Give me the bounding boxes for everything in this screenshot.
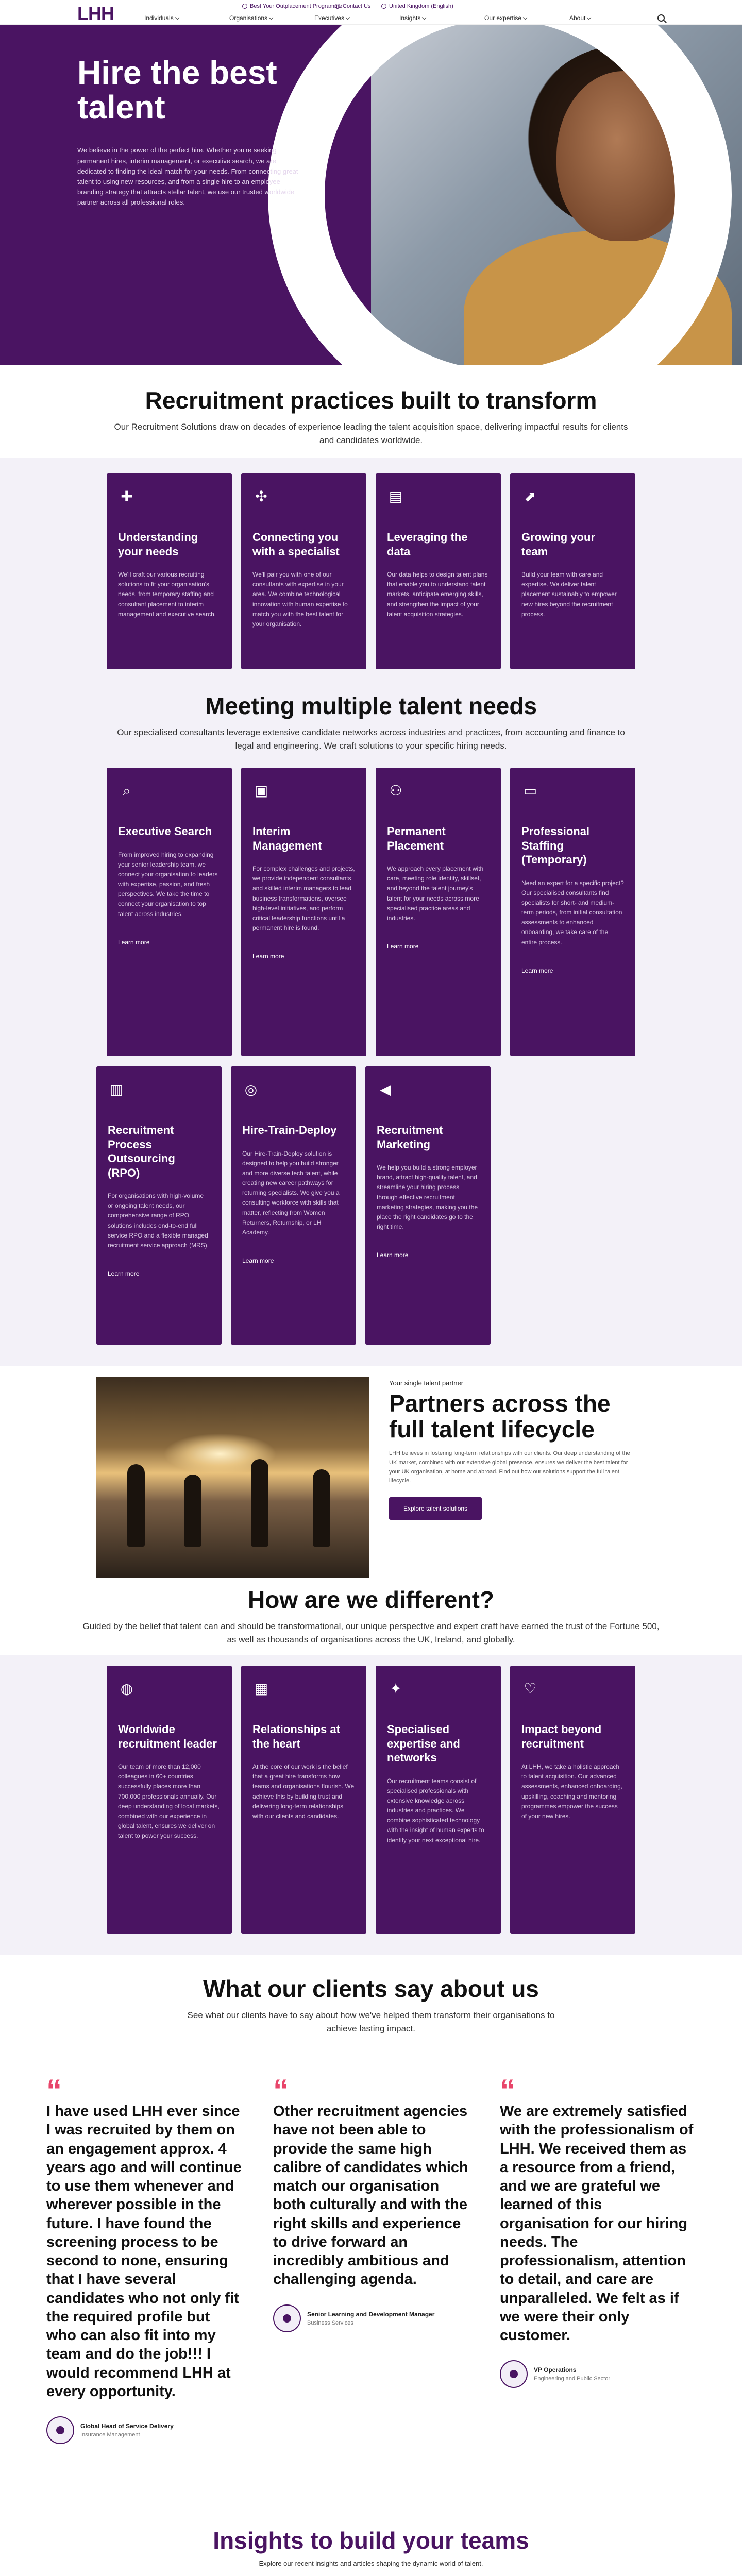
star-icon: [242, 4, 247, 9]
search-icon[interactable]: [657, 14, 665, 22]
utility-label: United Kingdom (English): [389, 3, 453, 9]
nav-item-expertise[interactable]: [484, 14, 569, 22]
site-header: [0, 0, 742, 25]
card-title: Connecting you with a specialist: [252, 531, 340, 558]
testimonial-quote: I have used LHH ever since I was recruited by them on an engagement approx. 4 years ago and will continue to use them whenever and wherever possible in the future. I have found the screening process to be second to none, ensuring that I have several candidates who not only fit the required profile but who can also fit into my team and do the job!!! I would recommend LHH at every opportunity.: [46, 2103, 242, 2400]
card-title: Executive Search: [118, 825, 212, 838]
card-text: We help you build a strong employer brand, attract high-quality talent, and streamline your hiring process through effective recruitment marketing strategies, making you the place the right candidates go to the right time.: [377, 1164, 478, 1231]
solution-card[interactable]: [510, 768, 635, 1056]
solution-card: [107, 1666, 232, 1934]
partners-section: [0, 1366, 742, 1583]
card-text: Our data helps to design talent plans that enable you to understand talent markets, anticipate emerging skills, and strengthen the impact of your talent acquisition strategies.: [387, 571, 488, 618]
people-icon: ⚇: [389, 783, 402, 799]
chevron-down-icon: [523, 15, 527, 19]
globe-icon: [381, 4, 386, 9]
network-icon: ✣: [255, 488, 267, 504]
nav-item-individuals[interactable]: [144, 14, 229, 22]
nav-item-executives[interactable]: [314, 14, 399, 22]
nav-label: Insights: [399, 14, 421, 22]
chat-icon: [335, 4, 340, 9]
testimonial-quote: We are extremely satisfied with the professionalism of LHH. We received them as a resource from a friend, and we are grateful we learned of this organisation for our hiring needs. The professionalism, attention to detail, and care are unparalleled. We felt as if we were their only customer.: [500, 2103, 694, 2344]
testimonials-title: What our clients say about us: [203, 1975, 539, 2002]
avatar-icon: [273, 2304, 301, 2332]
solution-card[interactable]: [231, 1066, 356, 1345]
card-text: At the core of our work is the belief that a great hire transforms how teams and organisations flourish. We achieve this by building trust and delivering long-term relationships with our clients and candidates.: [252, 1763, 355, 1820]
nav-label: Our expertise: [484, 14, 522, 22]
different-cards: [0, 1666, 742, 1934]
utility-link-outplacement[interactable]: [242, 3, 342, 9]
insights-subtitle: Explore our recent insights and articles shaping the dynamic world of talent.: [259, 2560, 483, 2567]
learn-more-link[interactable]: Learn more: [521, 967, 553, 974]
testimonial-author: [273, 2304, 469, 2332]
quote-mark-icon: “: [46, 2073, 62, 2108]
avatar-icon: [46, 2416, 74, 2444]
search-person-icon: ⌕: [123, 783, 131, 799]
testimonial-quote: Other recruitment agencies have not been able to provide the same high calibre of candidates which match our organisation both culturally and with the right skills and experience to drive forward an incredibly ambitious and challenging agenda.: [273, 2103, 468, 2288]
nav-item-organisations[interactable]: [229, 14, 314, 22]
utility-label: Contact Us: [343, 3, 371, 9]
insights-section: [0, 2444, 742, 2576]
hero-curve-decoration: [268, 25, 732, 365]
solution-card[interactable]: [107, 768, 232, 1056]
insights-title: Insights to build your teams: [213, 2527, 529, 2554]
partners-photo: [96, 1377, 369, 1578]
chart-icon: ▤: [389, 488, 403, 504]
puzzle-icon: ✚: [121, 488, 133, 504]
learn-more-link[interactable]: Learn more: [242, 1257, 274, 1265]
talent-title: Meeting multiple talent needs: [205, 692, 537, 719]
card-text: For organisations with high-volume or ongoing talent needs, our comprehensive range of RPO solutions includes end-to-end full service RPO and a flexible managed recruitment service approach (MRS).: [108, 1192, 209, 1249]
nav-item-insights[interactable]: [399, 14, 484, 22]
card-title: Recruitment Process Outsourcing (RPO): [108, 1124, 175, 1179]
solution-card: [510, 1666, 635, 1934]
card-text: At LHH, we take a holistic approach to talent acquisition. Our advanced assessments, enhanced onboarding, upskilling, coaching and mentoring programmes empower the success of your new hires.: [521, 1763, 623, 1820]
card-title: Professional Staffing (Temporary): [521, 825, 590, 866]
solution-card[interactable]: [241, 768, 366, 1056]
partners-text: LHH believes in fostering long-term relationships with our clients. Our deep understanding of the UK market, combined with our extensive global presence, ensures we deliver the best talent for your UK organisation, at home and abroad. Find out how our solutions support the full talent lifecycle.: [389, 1450, 630, 1484]
nav-label: Executives: [314, 14, 345, 22]
heart-icon: ♡: [524, 1681, 537, 1697]
nav-label: Individuals: [144, 14, 174, 22]
megaphone-icon: ◀: [380, 1081, 391, 1097]
chevron-down-icon: [587, 15, 591, 19]
hero-title: Hire the best talent: [77, 54, 277, 126]
card-title: Growing your team: [521, 531, 595, 558]
card-text: We approach every placement with care, meeting role identity, skillset, and beyond the talent journey's talent for your needs across more specialised practice areas and industries.: [387, 865, 484, 922]
partners-eyebrow: Your single talent partner: [389, 1379, 464, 1387]
author-role: Business Services: [307, 2319, 353, 2326]
solution-card[interactable]: [96, 1066, 222, 1345]
card-text: Our recruitment teams consist of specialised professionals with extensive knowledge across industries and practices. We combine sophisticated technology with the insight of human experts to identify your next exceptional hire.: [387, 1777, 484, 1844]
chevron-down-icon: [346, 15, 350, 19]
card-title: Hire-Train-Deploy: [242, 1124, 337, 1137]
practice-cards: [0, 473, 742, 669]
solution-card: [376, 1666, 501, 1934]
globe-icon: ◍: [120, 1681, 133, 1697]
explore-solutions-button[interactable]: Explore talent solutions: [389, 1497, 482, 1520]
card-title: Relationships at the heart: [252, 1723, 340, 1750]
testimonials-subtitle: See what our clients have to say about how we've helped them transform their organisations to achieve lasting impact.: [187, 2010, 555, 2033]
practices-title: Recruitment practices built to transform: [145, 387, 597, 414]
target-icon: ◎: [244, 1081, 258, 1097]
card-title: Interim Management: [252, 825, 322, 852]
talent-cards-row-1: [0, 768, 742, 1056]
growth-icon: ⬈: [524, 488, 536, 504]
solution-card: [241, 1666, 366, 1934]
different-title: How are we different?: [248, 1586, 494, 1613]
card-title: Worldwide recruitment leader: [118, 1723, 217, 1750]
nav-label: Organisations: [229, 14, 268, 22]
card-title: Recruitment Marketing: [377, 1124, 443, 1151]
practices-subtitle: Our Recruitment Solutions draw on decades of experience leading the talent acquisition space, delivering impactful results for clients and candidates worldwide.: [114, 422, 628, 445]
card-text: We'll craft our various recruiting solutions to fit your organisation's needs, from temporary staffing and consultant placement to interim management and executive search.: [118, 571, 216, 618]
utility-link-contact[interactable]: [335, 3, 370, 9]
chevron-down-icon: [175, 15, 179, 19]
testimonials-section: [0, 1955, 742, 2444]
quote-mark-icon: “: [273, 2073, 289, 2108]
practices-section: [0, 365, 742, 687]
card-title: Impact beyond recruitment: [521, 1723, 602, 1750]
card-title: Leveraging the data: [387, 531, 468, 558]
learn-more-link[interactable]: Learn more: [108, 1270, 140, 1278]
testimonial-list: [0, 2073, 742, 2444]
partners-title: Partners across the full talent lifecycle: [389, 1390, 611, 1443]
card-title: Permanent Placement: [387, 825, 446, 852]
card-text: From improved hiring to expanding your senior leadership team, we connect your organisation to leaders with expertise, passion, and fresh perspectives. We take the time to connect your organisation to top talent across industries.: [118, 851, 218, 918]
card-text: Our Hire-Train-Deploy solution is designed to help you build stronger and more diverse tech talent, while creating new career pathways for returning specialists. We give you a consulting workforce with skills that matter, reflecting from Women Returners, Returnship, or LH Academy.: [242, 1149, 340, 1236]
solution-card[interactable]: [365, 1066, 491, 1345]
lhh-logo[interactable]: LHH: [77, 3, 114, 24]
author-name: Senior Learning and Development Manager: [307, 2310, 435, 2318]
talent-subtitle: Our specialised consultants leverage extensive candidate networks across industries and practices, from accounting and finance to legal and engineering. We craft solutions to your specific hiring needs.: [117, 727, 625, 751]
document-icon: ▥: [109, 1081, 124, 1097]
id-card-icon: ▭: [523, 783, 537, 799]
chevron-down-icon: [269, 15, 273, 19]
learn-more-link[interactable]: Learn more: [387, 943, 419, 951]
different-section: [0, 1583, 742, 1955]
sparkle-icon: ✦: [390, 1681, 402, 1697]
building-icon: ▦: [254, 1681, 268, 1697]
learn-more-link[interactable]: Learn more: [118, 938, 150, 946]
solution-card: [376, 473, 501, 669]
testimonial: [500, 2073, 696, 2444]
learn-more-link[interactable]: Learn more: [377, 1251, 409, 1259]
talent-section: [0, 687, 742, 1366]
learn-more-link[interactable]: Learn more: [252, 953, 284, 960]
author-name: Global Head of Service Delivery: [80, 2422, 174, 2430]
testimonial-author: [500, 2360, 696, 2388]
card-title: Specialised expertise and networks: [387, 1723, 460, 1764]
quote-mark-icon: “: [500, 2073, 515, 2108]
utility-link-locale[interactable]: [381, 3, 453, 9]
author-role: Insurance Management: [80, 2432, 140, 2438]
card-title: Understanding your needs: [118, 531, 198, 558]
solution-card[interactable]: [376, 768, 501, 1056]
solution-card: [241, 473, 366, 669]
hero: [0, 25, 742, 365]
hero-text: We believe in the power of the perfect hire. Whether you're seeking permanent hires, interim management, or executive search, we are dedicated to finding the ideal match for your needs. From connecting great talent to using new resources, and from a single hire to an employee branding strategy that attracts stellar talent, we use our trusted worldwide partner across all professional roles.: [77, 146, 298, 207]
card-text: Our team of more than 12,000 colleagues in 60+ countries successfully places more than 700,000 professionals annually. Our deep understanding of local markets, combined with our experience in global talent, ensures we deliver on talent to power your success.: [118, 1763, 220, 1840]
card-text: We'll pair you with one of our consultants with expertise in your area. We combine technological innovation with human expertise to match you with the best talent for your organisation.: [252, 571, 348, 628]
solution-card: [510, 473, 635, 669]
testimonial: [46, 2073, 242, 2444]
briefcase-icon: ▣: [254, 783, 268, 799]
avatar-icon: [500, 2360, 528, 2388]
card-text: For complex challenges and projects, we provide independent consultants and skilled interim managers to lead business transformations, oversee high-level initiatives, and perform critical leadership functions until a permanent hire is found.: [252, 865, 355, 932]
solution-card: [107, 473, 232, 669]
talent-cards-row-2: [0, 1066, 742, 1345]
nav-item-about[interactable]: [569, 14, 654, 22]
testimonial: [273, 2073, 469, 2444]
chevron-down-icon: [422, 15, 426, 19]
card-text: Need an expert for a specific project? Our specialised consultants find specialists for short- and medium-term periods, from initial consultation assessments to enhanced onboarding, we take care of the entire process.: [521, 879, 624, 946]
utility-label: Best Your Outplacement Programme: [250, 3, 343, 9]
nav-label: About: [569, 14, 586, 22]
card-text: Build your team with care and expertise. We deliver talent placement sustainably to empower new hires beyond the recruitment process.: [521, 571, 617, 618]
author-name: VP Operations: [534, 2366, 577, 2374]
main-nav: [144, 14, 654, 22]
author-role: Engineering and Public Sector: [534, 2376, 610, 2382]
different-subtitle: Guided by the belief that talent can and should be transformational, our unique perspective and expert craft have earned the trust of the Fortune 500, as well as thousands of organisations across the UK, Ireland, and globally.: [82, 1621, 660, 1645]
testimonial-author: [46, 2416, 242, 2444]
